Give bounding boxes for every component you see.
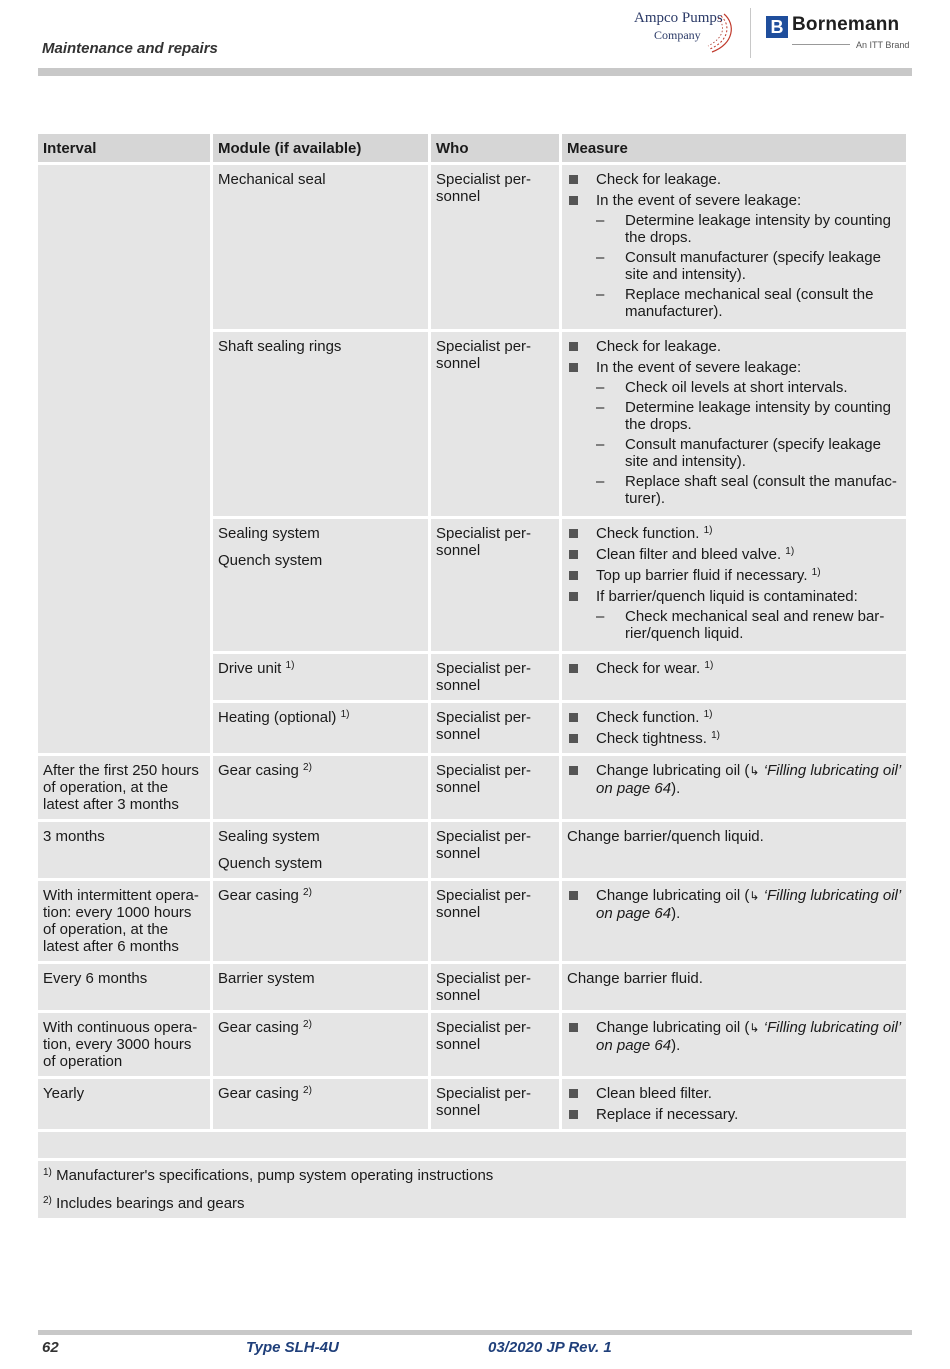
sub-item-text: Determine leakage intensity by counting the drops.	[625, 212, 891, 246]
module-line	[218, 709, 423, 726]
who-cell: Specialist personnel	[431, 332, 559, 516]
who-cell: Specialist personnel	[431, 165, 559, 329]
measure-item-text: Change lubricating oil (	[596, 1019, 750, 1036]
table-row	[38, 964, 906, 1010]
measure-list	[567, 709, 901, 747]
measure-item	[567, 1085, 901, 1102]
who-cell: Specialist personnel	[431, 519, 559, 651]
footnote-ref: 1)	[711, 730, 720, 741]
measure-item-tail: ).	[671, 1037, 681, 1054]
table-row	[38, 881, 906, 961]
measure-cell	[562, 881, 906, 961]
measure-cell	[562, 703, 906, 753]
measure-list	[567, 1019, 901, 1054]
sub-item-text: Replace mechanical seal (consult the manufacturer).	[625, 286, 874, 320]
measure-cell	[562, 654, 906, 700]
module-line	[218, 887, 423, 904]
sub-item-text: Check oil levels at short intervals.	[625, 379, 848, 396]
sub-item	[596, 608, 901, 642]
measure-item-text: Check tightness.	[596, 730, 707, 747]
measure-item	[567, 359, 901, 507]
ampco-swirl-icon	[694, 10, 738, 56]
ampco-pumps-logo	[620, 8, 740, 54]
module-cell	[213, 822, 428, 878]
dash-bullet-icon: –	[596, 379, 605, 396]
measure-item-text: Check for wear.	[596, 660, 701, 677]
interval-cell: Every 6 months	[38, 964, 210, 1010]
sub-item-text: Consult manufacturer (specify leakage site and intensity).	[625, 249, 881, 283]
measure-list	[567, 1085, 901, 1123]
footnote-mark: 1)	[43, 1167, 52, 1178]
logo-divider	[750, 8, 751, 58]
sub-item-text: Replace shaft seal (consult the manufacturer).	[625, 473, 897, 507]
measure-item-text: Clean filter and bleed valve.	[596, 546, 782, 563]
who-cell: Specialist personnel	[431, 1079, 559, 1129]
dash-bullet-icon: –	[596, 608, 605, 625]
measure-item-text: In the event of severe leakage:	[596, 359, 802, 376]
footnote-ref: 2)	[303, 1085, 312, 1096]
sub-item	[596, 286, 901, 320]
module-line	[218, 1019, 423, 1036]
module-line	[218, 828, 423, 845]
footnote-ref: 1)	[785, 546, 795, 557]
interval-cell	[38, 165, 210, 753]
sub-item	[596, 436, 901, 470]
cross-reference-link: ‘Filling lubricating oil’ on page 64	[596, 1019, 901, 1054]
footnote-ref: 1)	[811, 567, 821, 578]
module-cell	[213, 165, 428, 329]
sub-item	[596, 473, 901, 507]
who-cell: Specialist personnel	[431, 654, 559, 700]
cross-reference-icon: ↳	[749, 764, 760, 778]
measure-item-text: Change lubricating oil (	[596, 762, 750, 779]
square-bullet-icon	[569, 342, 578, 351]
dash-bullet-icon: –	[596, 212, 605, 229]
header-measure: Measure	[562, 134, 906, 162]
square-bullet-icon	[569, 1110, 578, 1119]
module-name: Barrier system	[218, 970, 315, 987]
footer-rule	[38, 1330, 912, 1335]
measure-list	[567, 762, 901, 797]
header-rule	[38, 68, 912, 76]
measure-item	[567, 660, 901, 677]
module-line	[218, 970, 423, 987]
measure-list	[567, 171, 901, 320]
module-line	[218, 552, 423, 569]
table-body	[38, 165, 906, 1218]
section-title: Maintenance and repairs	[42, 40, 218, 57]
measure-cell	[562, 165, 906, 329]
ampco-logo-line2: Company	[654, 28, 701, 42]
who-cell: Specialist personnel	[431, 703, 559, 753]
measure-text: Change barrier fluid.	[567, 970, 703, 987]
module-cell	[213, 519, 428, 651]
footnote-ref: 1)	[340, 709, 350, 720]
module-line	[218, 660, 423, 677]
square-bullet-icon	[569, 363, 578, 372]
measure-cell	[562, 1079, 906, 1129]
module-cell	[213, 703, 428, 753]
measure-item	[567, 1106, 901, 1123]
who-cell: Specialist personnel	[431, 822, 559, 878]
module-name: Gear casing	[218, 887, 299, 904]
measure-cell	[562, 332, 906, 516]
header-who: Who	[431, 134, 559, 162]
measure-cell	[562, 1013, 906, 1076]
interval-cell: With intermittent operation: every 1000 hours of operation, at the latest after 6 months	[38, 881, 210, 961]
module-line	[218, 525, 423, 542]
measure-item	[567, 588, 901, 642]
module-name: Sealing system	[218, 525, 320, 542]
measure-list	[567, 887, 901, 922]
measure-item-text: If barrier/quench liquid is contaminated:	[596, 588, 858, 605]
measure-item	[567, 171, 901, 188]
module-line	[218, 1085, 423, 1102]
module-line	[218, 171, 423, 188]
module-name: Mechanical seal	[218, 171, 326, 188]
square-bullet-icon	[569, 175, 578, 184]
square-bullet-icon	[569, 891, 578, 900]
module-line	[218, 762, 423, 779]
measure-item-text: In the event of severe leakage:	[596, 192, 802, 209]
ampco-logo-line1: Ampco Pumps	[634, 10, 723, 26]
spacer-cell	[38, 1132, 906, 1158]
square-bullet-icon	[569, 592, 578, 601]
footnote-ref: 2)	[303, 762, 312, 773]
sub-list	[596, 379, 901, 507]
measure-item-text: Check for leakage.	[596, 338, 722, 355]
footnote-ref: 2)	[303, 887, 312, 898]
measure-item	[567, 567, 901, 584]
cross-reference-link: ‘Filling lubricating oil’ on page 64	[596, 762, 901, 797]
measure-item	[567, 338, 901, 355]
measure-list	[567, 525, 901, 642]
dash-bullet-icon: –	[596, 249, 605, 266]
measure-item	[567, 546, 901, 563]
module-name: Heating (optional)	[218, 709, 337, 726]
header-module: Module (if available)	[213, 134, 428, 162]
who-cell: Specialist personnel	[431, 964, 559, 1010]
measure-item	[567, 730, 901, 747]
page-number: 62	[42, 1339, 59, 1356]
module-name: Drive unit	[218, 660, 282, 677]
footnotes-cell	[38, 1161, 906, 1218]
dash-bullet-icon: –	[596, 286, 605, 303]
module-cell	[213, 881, 428, 961]
bornemann-mark: B	[766, 16, 788, 38]
measure-item	[567, 762, 901, 797]
bornemann-rule	[792, 44, 850, 45]
sub-item	[596, 212, 901, 246]
measure-item-text: Top up barrier fluid if necessary.	[596, 567, 808, 584]
sub-list	[596, 608, 901, 642]
module-cell	[213, 964, 428, 1010]
square-bullet-icon	[569, 766, 578, 775]
who-cell: Specialist personnel	[431, 881, 559, 961]
footnote-ref: 1)	[285, 660, 295, 671]
maintenance-table	[35, 131, 909, 1221]
square-bullet-icon	[569, 1089, 578, 1098]
cross-reference-icon: ↳	[749, 889, 760, 903]
measure-list	[567, 338, 901, 507]
bornemann-name: Bornemann	[792, 14, 900, 35]
measure-item-text: Check function.	[596, 709, 700, 726]
footnote-text: Includes bearings and gears	[56, 1195, 245, 1212]
table-row	[38, 756, 906, 819]
interval-cell: After the first 250 hours of operation, at the latest after 3 months	[38, 756, 210, 819]
square-bullet-icon	[569, 734, 578, 743]
module-name: Gear casing	[218, 1085, 299, 1102]
interval-cell: With continuous operation, every 3000 hours of operation	[38, 1013, 210, 1076]
footnote-mark: 2)	[43, 1195, 52, 1206]
module-line	[218, 338, 423, 355]
footnote-ref: 1)	[703, 525, 713, 536]
measure-item-text: Check for leakage.	[596, 171, 722, 188]
sub-item-text: Determine leakage intensity by counting the drops.	[625, 399, 891, 433]
module-name: Gear casing	[218, 1019, 299, 1036]
module-name: Gear casing	[218, 762, 299, 779]
measure-item	[567, 525, 901, 542]
cross-reference-icon: ↳	[749, 1021, 760, 1035]
module-name: Quench system	[218, 855, 323, 872]
measure-list	[567, 660, 901, 677]
sub-item-text: Check mechanical seal and renew barrier/quench liquid.	[625, 608, 885, 642]
table-header-row	[38, 134, 906, 162]
who-cell: Specialist personnel	[431, 1013, 559, 1076]
measure-cell	[562, 822, 906, 878]
module-cell	[213, 1013, 428, 1076]
square-bullet-icon	[569, 550, 578, 559]
table-row	[38, 822, 906, 878]
dash-bullet-icon: –	[596, 436, 605, 453]
square-bullet-icon	[569, 571, 578, 580]
module-cell	[213, 332, 428, 516]
measure-text: Change barrier/quench liquid.	[567, 828, 764, 845]
measure-cell	[562, 964, 906, 1010]
square-bullet-icon	[569, 529, 578, 538]
footnote-ref: 2)	[303, 1019, 312, 1030]
interval-cell: 3 months	[38, 822, 210, 878]
measure-item-text: Replace if necessary.	[596, 1106, 739, 1123]
square-bullet-icon	[569, 196, 578, 205]
interval-cell: Yearly	[38, 1079, 210, 1129]
sub-item	[596, 399, 901, 433]
who-cell: Specialist personnel	[431, 756, 559, 819]
table-row	[38, 165, 906, 329]
measure-item	[567, 1019, 901, 1054]
measure-item	[567, 192, 901, 320]
footnote	[43, 1195, 901, 1212]
footnote	[43, 1167, 901, 1184]
square-bullet-icon	[569, 664, 578, 673]
cross-reference-link: ‘Filling lubricating oil’ on page 64	[596, 887, 901, 922]
measure-item	[567, 887, 901, 922]
table-row	[38, 1079, 906, 1129]
document-revision: 03/2020 JP Rev. 1	[488, 1339, 612, 1356]
dash-bullet-icon: –	[596, 473, 605, 490]
module-cell	[213, 756, 428, 819]
sub-item	[596, 379, 901, 396]
measure-item-text: Change lubricating oil (	[596, 887, 750, 904]
square-bullet-icon	[569, 713, 578, 722]
measure-cell	[562, 519, 906, 651]
measure-item-text: Clean bleed filter.	[596, 1085, 712, 1102]
measure-item	[567, 709, 901, 726]
measure-item-text: Check function.	[596, 525, 700, 542]
measure-item-tail: ).	[671, 905, 681, 922]
module-name: Quench system	[218, 552, 323, 569]
module-name: Shaft sealing rings	[218, 338, 342, 355]
footnote-ref: 1)	[704, 660, 714, 671]
sub-item-text: Consult manufacturer (specify leakage site and intensity).	[625, 436, 881, 470]
document-type: Type SLH-4U	[246, 1339, 339, 1356]
bornemann-tagline: An ITT Brand	[856, 40, 910, 50]
bornemann-logo	[766, 14, 912, 54]
sub-list	[596, 212, 901, 320]
module-cell	[213, 1079, 428, 1129]
measure-cell	[562, 756, 906, 819]
sub-item	[596, 249, 901, 283]
module-cell	[213, 654, 428, 700]
footnote-text: Manufacturer's specifications, pump system operating instructions	[56, 1167, 494, 1184]
measure-item-tail: ).	[671, 780, 681, 797]
dash-bullet-icon: –	[596, 399, 605, 416]
footnotes-row	[38, 1161, 906, 1218]
square-bullet-icon	[569, 1023, 578, 1032]
table-row	[38, 1013, 906, 1076]
module-name: Sealing system	[218, 828, 320, 845]
table-spacer-row	[38, 1132, 906, 1158]
module-line	[218, 855, 423, 872]
footnote-ref: 1)	[703, 709, 713, 720]
header-interval: Interval	[38, 134, 210, 162]
